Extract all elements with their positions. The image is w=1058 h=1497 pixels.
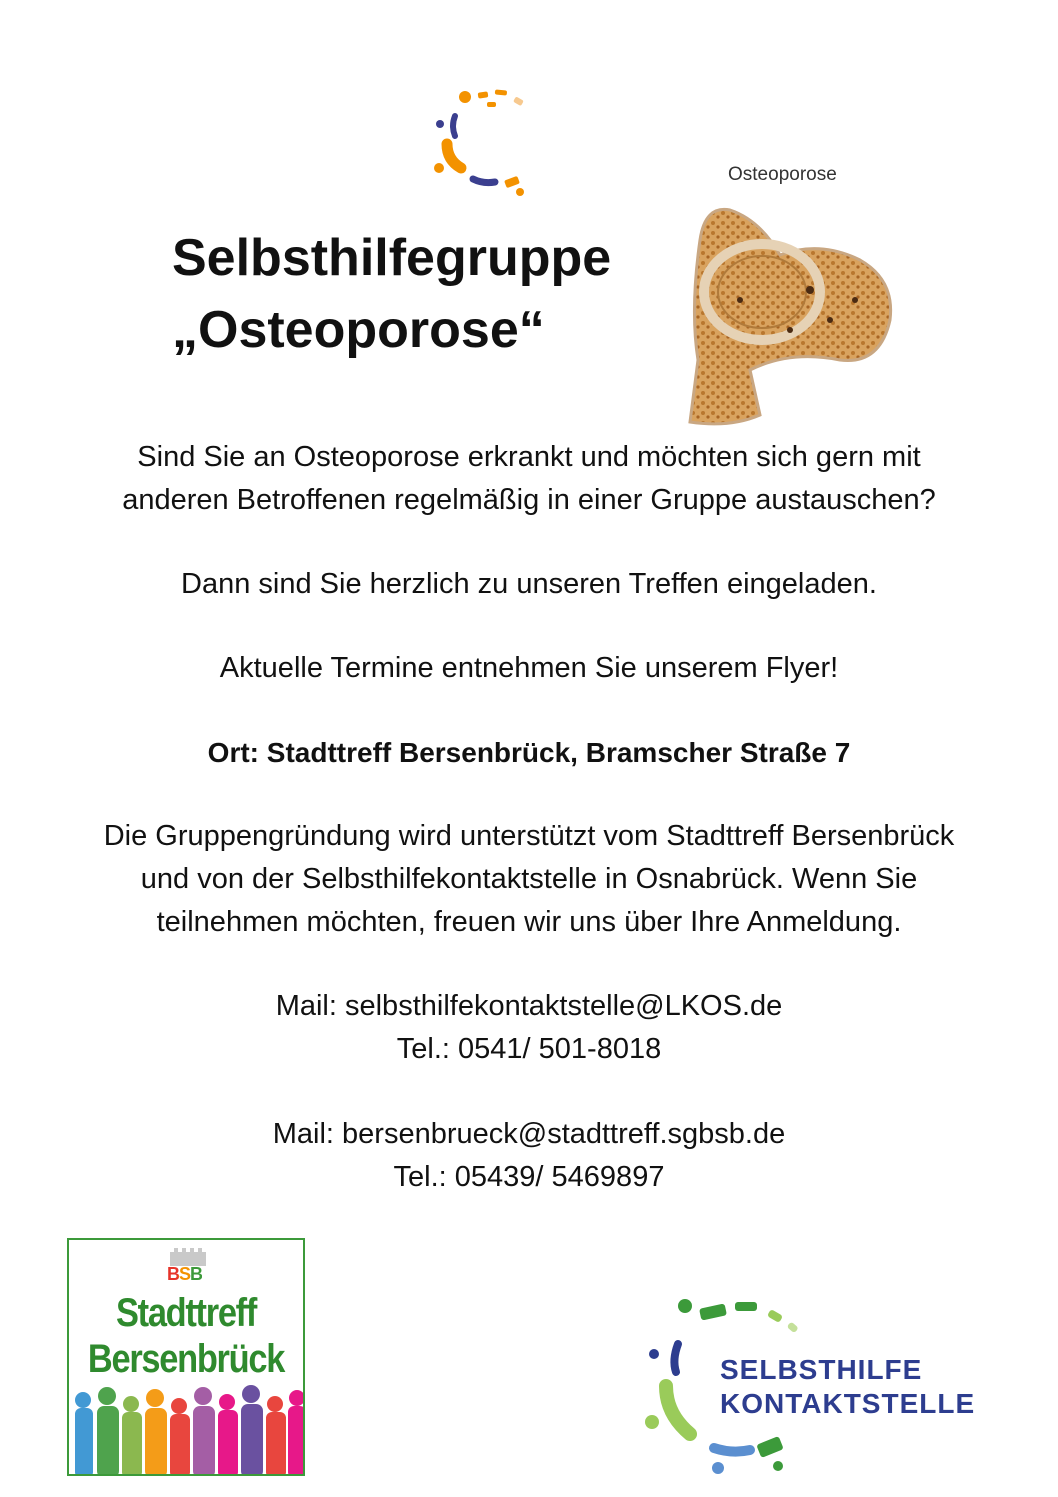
kontaktstelle-wordmark [720,1353,975,1421]
kontaktstelle-line-1: SELBSTHILFE [720,1354,923,1385]
intro-line-1: Sind Sie an Osteoporose erkrankt und möchten sich gern mit [137,441,921,473]
bone-illustration [670,160,900,430]
support-line-3: teilnehmen möchten, freuen wir uns über Ihre Anmeldung. [156,906,902,938]
title-line-1: Selbsthilfegruppe [172,229,612,287]
people-crowd-icon [69,1378,305,1476]
dates-note: Aktuelle Termine entnehmen Sie unserem Flyer! [219,652,839,684]
support-paragraph [0,815,1058,944]
selbsthilfe-logo-top-icon [425,86,545,204]
intro-line-2: anderen Betroffenen regelmäßig in einer Gruppe austauschen? [122,484,936,516]
contact-block [0,1113,1058,1199]
stadttreff-line-2: Bersenbrück [87,1337,285,1381]
title-line-2: „Osteoporose“ [172,301,545,359]
contact-mail[interactable]: Mail: bersenbrueck@stadttreff.sgbsb.de [272,1118,786,1150]
support-line-1: Die Gruppengründung wird unterstützt vom Stadttreff Bersenbrück [103,820,955,852]
illustration-label: Osteoporose [728,164,837,185]
contact-phone: Tel.: 0541/ 501-8018 [396,1033,662,1065]
castle-icon [168,1246,208,1266]
hip-bone-icon [670,160,900,430]
bsb-badge: BSB [167,1264,203,1284]
page-title [172,222,611,366]
invitation-text: Dann sind Sie herzlich zu unseren Treffen eingeladen. [181,568,877,600]
contact-mail[interactable]: Mail: selbsthilfekontaktstelle@LKOS.de [275,990,783,1022]
support-line-2: und von der Selbsthilfekontaktstelle in Osnabrück. Wenn Sie [140,863,918,895]
contact-phone: Tel.: 05439/ 5469897 [393,1161,665,1193]
stadttreff-line-1: Stadttreff [116,1291,256,1335]
intro-paragraph [0,436,1058,522]
location-text: Ort: Stadttreff Bersenbrück, Bramscher Straße 7 [207,737,851,768]
kontaktstelle-line-2: KONTAKTSTELLE [720,1388,976,1419]
contact-block [0,985,1058,1071]
stadttreff-logo [67,1238,305,1476]
